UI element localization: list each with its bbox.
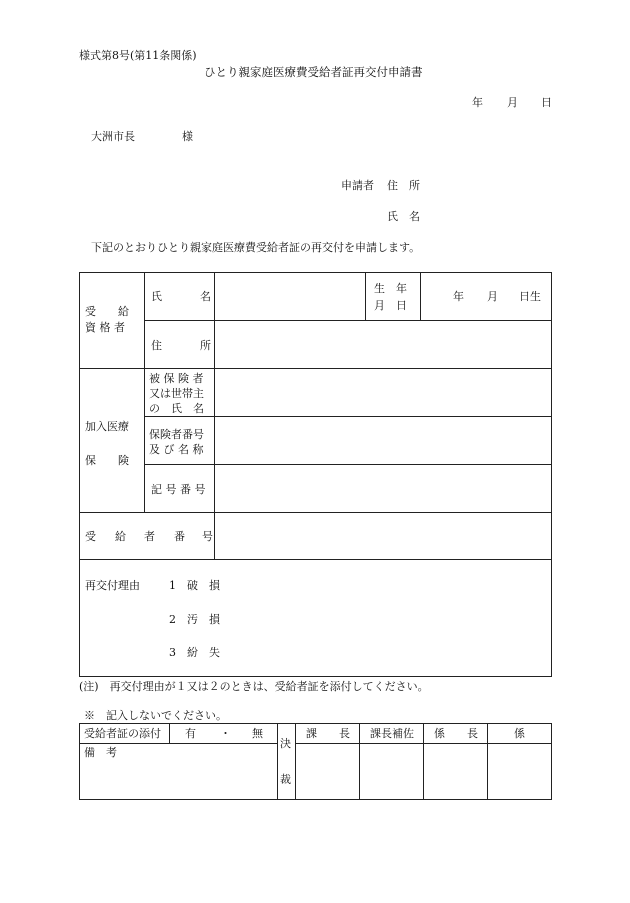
note-text: (注) 再交付理由が１又は２のときは、受給者証を添付してください。 (79, 680, 429, 693)
reissue-reason-label: 再交付理由 (85, 579, 140, 592)
applicant-address-label: 住 所 (387, 179, 420, 192)
stamp-subsection-chief[interactable] (424, 744, 488, 800)
main-table (79, 272, 552, 677)
stamp-section-chief[interactable] (296, 744, 360, 800)
form-title: ひとり親家庭医療費受給者証再交付申請書 (204, 65, 423, 79)
address-field[interactable] (215, 321, 552, 369)
office-table (79, 723, 552, 800)
remarks-label: 備 考 (84, 746, 117, 759)
applicant-label: 申請者 (341, 179, 374, 192)
reason-3-text: 紛 失 (187, 646, 220, 659)
date-day: 日 (541, 96, 552, 109)
role-assistant-chief: 課長補佐 (360, 724, 424, 744)
reason-3-no: 3 (169, 646, 176, 659)
insurer-label: 保険者番号 及 び 名 称 (145, 417, 215, 465)
recipient-number-label: 受 給 者 番 号 (80, 513, 215, 560)
attachment-label: 受給者証の添付 (80, 724, 170, 744)
stamp-staff[interactable] (488, 744, 552, 800)
addressee-name: 大洲市長 (91, 130, 135, 143)
insured-person-label: 被 保 険 者 又は世帯主 の 氏 名 (145, 369, 215, 417)
insured-person-field[interactable] (215, 369, 552, 417)
reissue-reason-cell (80, 560, 552, 677)
office-use-note: ※ 記入しないでください。 (84, 709, 227, 722)
date-year: 年 (472, 96, 483, 109)
role-subsection-chief: 係 長 (424, 724, 488, 744)
role-section-chief: 課 長 (296, 724, 360, 744)
symbol-number-label: 記 号 番 号 (145, 465, 215, 513)
attachment-options: 有 ・ 無 (170, 724, 278, 744)
birth-date-field[interactable]: 年 月 日生 (421, 273, 552, 321)
birth-label: 生 年 月 日 (366, 273, 421, 321)
role-staff: 係 (488, 724, 552, 744)
remarks-cell (80, 744, 278, 800)
symbol-number-field[interactable] (215, 465, 552, 513)
reason-2-text: 汚 損 (187, 613, 220, 626)
approval-label: 決 裁 (278, 724, 296, 800)
name-label: 氏 名 (145, 273, 215, 321)
date-month: 月 (507, 96, 518, 109)
stamp-assistant-chief[interactable] (360, 744, 424, 800)
intro-text: 下記のとおりひとり親家庭医療費受給者証の再交付を申請します。 (91, 241, 421, 254)
reason-2-no: 2 (169, 613, 176, 626)
reason-1-no: 1 (169, 579, 176, 592)
recipient-group-header: 受 給 資 格 者 (80, 273, 145, 369)
form-number: 様式第8号(第11条関係) (79, 49, 197, 62)
addressee-honorific: 様 (182, 130, 193, 143)
insurer-field[interactable] (215, 417, 552, 465)
address-label: 住 所 (145, 321, 215, 369)
name-field[interactable] (215, 273, 366, 321)
insurance-group-header: 加入医療 保 険 (80, 369, 145, 513)
reason-1-text: 破 損 (187, 579, 220, 592)
recipient-number-field[interactable] (215, 513, 552, 560)
applicant-name-label: 氏 名 (387, 210, 420, 223)
